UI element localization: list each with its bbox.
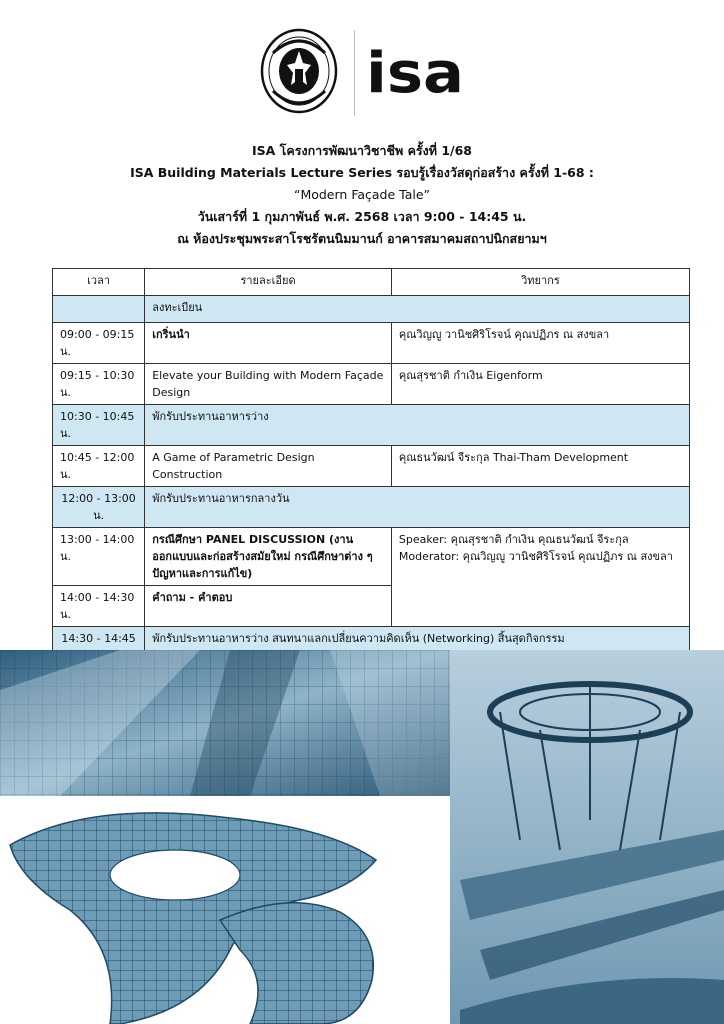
row-detail: Elevate your Building with Modern Façade Design <box>145 364 392 405</box>
isa-logo <box>366 42 466 102</box>
row-detail: พักรับประทานอาหารว่าง <box>145 405 690 446</box>
row-time: 13:00 - 14:00 น. <box>53 528 145 586</box>
row-time: 09:00 - 09:15 น. <box>53 323 145 364</box>
table-row <box>53 446 690 487</box>
column-header-detail: รายละเอียด <box>145 269 392 296</box>
table-row <box>53 296 690 323</box>
row-speaker: คุณวิญญู วานิชศิริโรจน์ คุณปฏิภร ณ สงขลา <box>391 323 689 364</box>
row-time <box>53 296 145 323</box>
table-row <box>53 528 690 586</box>
row-detail: พักรับประทานอาหารกลางวัน <box>145 487 690 528</box>
row-detail: เกริ่นนำ <box>145 323 392 364</box>
logo-divider <box>354 30 355 116</box>
column-header-speaker: วิทยากร <box>391 269 689 296</box>
row-detail: A Game of Parametric Design Construction <box>145 446 392 487</box>
table-row <box>53 405 690 446</box>
event-series: ISA Building Materials Lecture Series รอบรู้เรื่องวัสดุก่อสร้าง ครั้งที่ 1-68 : <box>130 165 594 180</box>
row-time: 09:15 - 10:30 น. <box>53 364 145 405</box>
table-header-row <box>53 269 690 296</box>
row-detail: คำถาม - คำตอบ <box>145 586 392 627</box>
row-time: 10:45 - 12:00 น. <box>53 446 145 487</box>
panel-speakers: Speaker: คุณสุรชาติ กำเงิน คุณธนวัฒน์ จีระกุล <box>398 533 629 546</box>
event-venue: ณ ห้องประชุมพระสาโรชรัตนนิมมานก์ อาคารสมาคมสถาปนิกสยามฯ <box>177 231 547 246</box>
row-speaker <box>391 528 689 627</box>
event-headlines <box>0 140 724 250</box>
schedule-table <box>52 268 690 668</box>
ring-structure-construction-photo <box>450 650 724 1024</box>
table-row <box>53 323 690 364</box>
row-detail: ลงทะเบียน <box>145 296 690 323</box>
event-theme: “Modern Façade Tale” <box>293 187 431 202</box>
glass-facade-photo <box>0 650 450 796</box>
table-row <box>53 487 690 528</box>
row-detail: กรณีศึกษา PANEL DISCUSSION (งานออกแบบและก่อสร้างสมัยใหม่ กรณีศึกษาต่าง ๆ ปัญหาและการแก้ไข) <box>145 528 392 586</box>
row-speaker: คุณธนวัฒน์ จีระกุล Thai-Tham Development <box>391 446 689 487</box>
event-title: ISA โครงการพัฒนาวิชาชีพ ครั้งที่ 1/68 <box>252 143 472 158</box>
row-speaker: คุณสุรชาติ กำเงิน Eigenform <box>391 364 689 405</box>
row-time: 14:00 - 14:30 น. <box>53 586 145 627</box>
table-row <box>53 364 690 405</box>
row-time: 10:30 - 10:45 น. <box>53 405 145 446</box>
row-time: 14:30 - 14:45 <box>53 627 145 668</box>
isa-logo-text: isa <box>366 42 464 102</box>
isa-seal-logo <box>259 27 339 117</box>
panel-moderators: Moderator: คุณวิญญู วานิชศิริโรจน์ คุณปฏิภร ณ สงขลา <box>398 550 673 563</box>
parametric-canopy-photo <box>0 796 450 1024</box>
photo-collage <box>0 650 724 1024</box>
event-date: วันเสาร์ที่ 1 กุมภาพันธ์ พ.ศ. 2568 เวลา 9:00 - 14:45 น. <box>197 209 527 224</box>
row-time: 12:00 - 13:00 น. <box>53 487 145 528</box>
row-detail: พักรับประทานอาหารว่าง สนทนาแลกเปลี่ยนความคิดเห็น (Networking) สิ้นสุดกิจกรรม <box>145 627 690 668</box>
column-header-time: เวลา <box>53 269 145 296</box>
